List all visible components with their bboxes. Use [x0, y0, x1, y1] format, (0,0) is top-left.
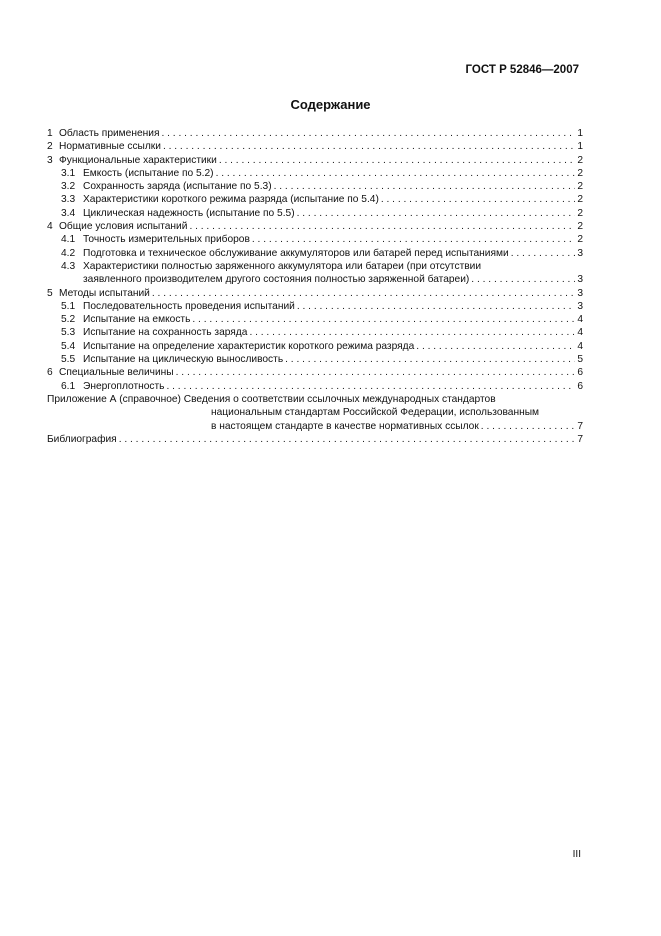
toc-entry-number: 3.3: [61, 194, 76, 206]
toc-entry-page: 2: [577, 167, 583, 179]
toc-entry-page: 2: [577, 234, 583, 246]
toc-entry-page: 2: [577, 181, 583, 193]
toc-entry-number: 2: [47, 141, 53, 153]
toc-entry-page: 5: [577, 354, 583, 366]
toc-entry-label: Испытание на сохранность заряда: [83, 327, 248, 339]
toc-entry-page: 6: [577, 380, 583, 392]
appendix-line-3-row: [47, 420, 583, 433]
toc-entry-label: Общие условия испытаний: [59, 221, 188, 233]
appendix-line-3: в настоящем стандарте в качестве нормативных ссылок: [211, 420, 479, 432]
toc-entry-label: Испытание на емкость: [83, 314, 191, 326]
toc-entry[interactable]: [47, 380, 583, 393]
toc-entry-number: 3: [47, 154, 53, 166]
dot-leader: [166, 380, 575, 393]
appendix-line-1: Приложение А (справочное) Сведения о соответствии ссылочных международных стандартов: [47, 393, 496, 405]
dot-leader: [192, 313, 575, 326]
dot-leader: [511, 247, 576, 260]
toc-entry-page: 1: [577, 128, 583, 139]
toc-entry-label: Испытание на циклическую выносливость: [83, 354, 284, 366]
toc-entry[interactable]: [47, 366, 583, 379]
dot-leader: [119, 433, 576, 446]
toc-entry-label-cont: заявленного производителем другого состояния полностью заряженной батареи): [83, 274, 470, 286]
toc-entry-label: Специальные величины: [59, 367, 174, 379]
toc-entry-label: Точность измерительных приборов: [83, 234, 250, 246]
toc-entry[interactable]: [47, 233, 583, 246]
toc-entry-number: 6.1: [61, 380, 76, 392]
toc-entry-page: 2: [577, 221, 583, 233]
appendix-entry[interactable]: [47, 393, 583, 406]
toc-entry[interactable]: [47, 353, 583, 366]
toc-entry-number: 6: [47, 367, 53, 379]
toc-entry-number: 5.4: [61, 340, 76, 352]
toc-entry-label: Сохранность заряда (испытание по 5.3): [83, 181, 272, 193]
dot-leader: [176, 366, 576, 379]
toc-entry-page: 1: [577, 141, 583, 153]
toc-entry-number: 5.1: [61, 300, 76, 312]
dot-leader: [481, 420, 576, 433]
toc-entry[interactable]: [47, 220, 583, 233]
toc-entry-number: 4.2: [61, 247, 76, 259]
standard-code: ГОСТ Р 52846—2007: [465, 64, 579, 76]
dot-leader: [161, 127, 575, 140]
toc-entry-page: 6: [577, 367, 583, 379]
toc-entry-number: 4.3: [61, 260, 76, 272]
toc-entry-label: Функциональные характеристики: [59, 154, 217, 166]
dot-leader: [163, 140, 575, 153]
toc-entry[interactable]: [47, 313, 583, 326]
toc-entry-number: 4.1: [61, 234, 76, 246]
toc-entry[interactable]: [47, 340, 583, 353]
dot-leader: [252, 233, 575, 246]
dot-leader: [297, 300, 575, 313]
toc-entry[interactable]: [47, 127, 583, 140]
toc-entry[interactable]: [47, 260, 583, 273]
toc-entry-page: 3: [577, 274, 583, 286]
toc-entry-label: Область применения: [59, 128, 160, 139]
toc-entry[interactable]: [47, 247, 583, 260]
dot-leader: [471, 273, 575, 286]
toc-entry-number: 1: [47, 128, 53, 139]
toc-entry-page: 2: [577, 154, 583, 166]
dot-leader: [152, 287, 575, 300]
dot-leader: [381, 193, 575, 206]
toc-entry-label: Нормативные ссылки: [59, 141, 161, 153]
toc-entry[interactable]: [47, 287, 583, 300]
toc-entry-label: Последовательность проведения испытаний: [83, 300, 295, 312]
bibliography-page: 7: [577, 433, 583, 445]
toc-entry-label: Характеристики полностью заряженного аккумулятора или батареи (при отсутствии: [83, 260, 482, 272]
toc-entry-number: 4: [47, 221, 53, 233]
toc-entry-number: 3.1: [61, 167, 76, 179]
toc-entry-page: 2: [577, 194, 583, 206]
dot-leader: [219, 154, 576, 167]
toc-entry-number: 5.5: [61, 354, 76, 366]
appendix-page: 7: [577, 420, 583, 432]
toc-entry-page: 3: [577, 247, 583, 259]
toc-entry-number: 5.2: [61, 314, 76, 326]
table-of-contents: [47, 127, 583, 446]
page-number: III: [572, 849, 581, 860]
toc-entry[interactable]: [47, 154, 583, 167]
appendix-line-2: национальным стандартам Российской Федерации, использованным: [211, 407, 540, 419]
toc-entry-number: 5: [47, 287, 53, 299]
bibliography-label: Библиография: [47, 433, 117, 445]
dot-leader: [189, 220, 575, 233]
toc-entry[interactable]: [47, 300, 583, 313]
toc-entry-number: 3.4: [61, 207, 76, 219]
toc-entry-number: 5.3: [61, 327, 76, 339]
toc-entry[interactable]: [47, 207, 583, 220]
toc-entry-page: 4: [577, 327, 583, 339]
toc-entry-page: 4: [577, 340, 583, 352]
dot-leader: [274, 180, 576, 193]
toc-entry[interactable]: [47, 326, 583, 339]
toc-entry-label: Методы испытаний: [59, 287, 150, 299]
toc-entry-label: Энергоплотность: [83, 380, 165, 392]
page-title: Содержание: [290, 97, 371, 112]
toc-entry-label: Циклическая надежность (испытание по 5.5): [83, 207, 295, 219]
toc-entry-label: Испытание на определение характеристик короткого режима разряда: [83, 340, 415, 352]
dot-leader: [249, 326, 575, 339]
bibliography-entry[interactable]: [47, 433, 583, 446]
toc-entry-page: 4: [577, 314, 583, 326]
toc-entry-number: 3.2: [61, 181, 76, 193]
toc-entry[interactable]: [47, 140, 583, 153]
toc-entry[interactable]: [47, 167, 583, 180]
dot-leader: [216, 167, 576, 180]
dot-leader: [285, 353, 575, 366]
toc-entry-page: 3: [577, 300, 583, 312]
toc-entry[interactable]: [47, 193, 583, 206]
dot-leader: [416, 340, 575, 353]
toc-entry-label: Характеристики короткого режима разряда (испытание по 5.4): [83, 194, 379, 206]
toc-entry-continuation: [47, 273, 583, 286]
toc-entry-label: Емкость (испытание по 5.2): [83, 167, 214, 179]
dot-leader: [297, 207, 576, 220]
toc-entry-label: Подготовка и техническое обслуживание аккумуляторов или батарей перед испытаниями: [83, 247, 509, 259]
toc-entry-page: 2: [577, 207, 583, 219]
toc-entry[interactable]: [47, 180, 583, 193]
toc-entry-page: 3: [577, 287, 583, 299]
